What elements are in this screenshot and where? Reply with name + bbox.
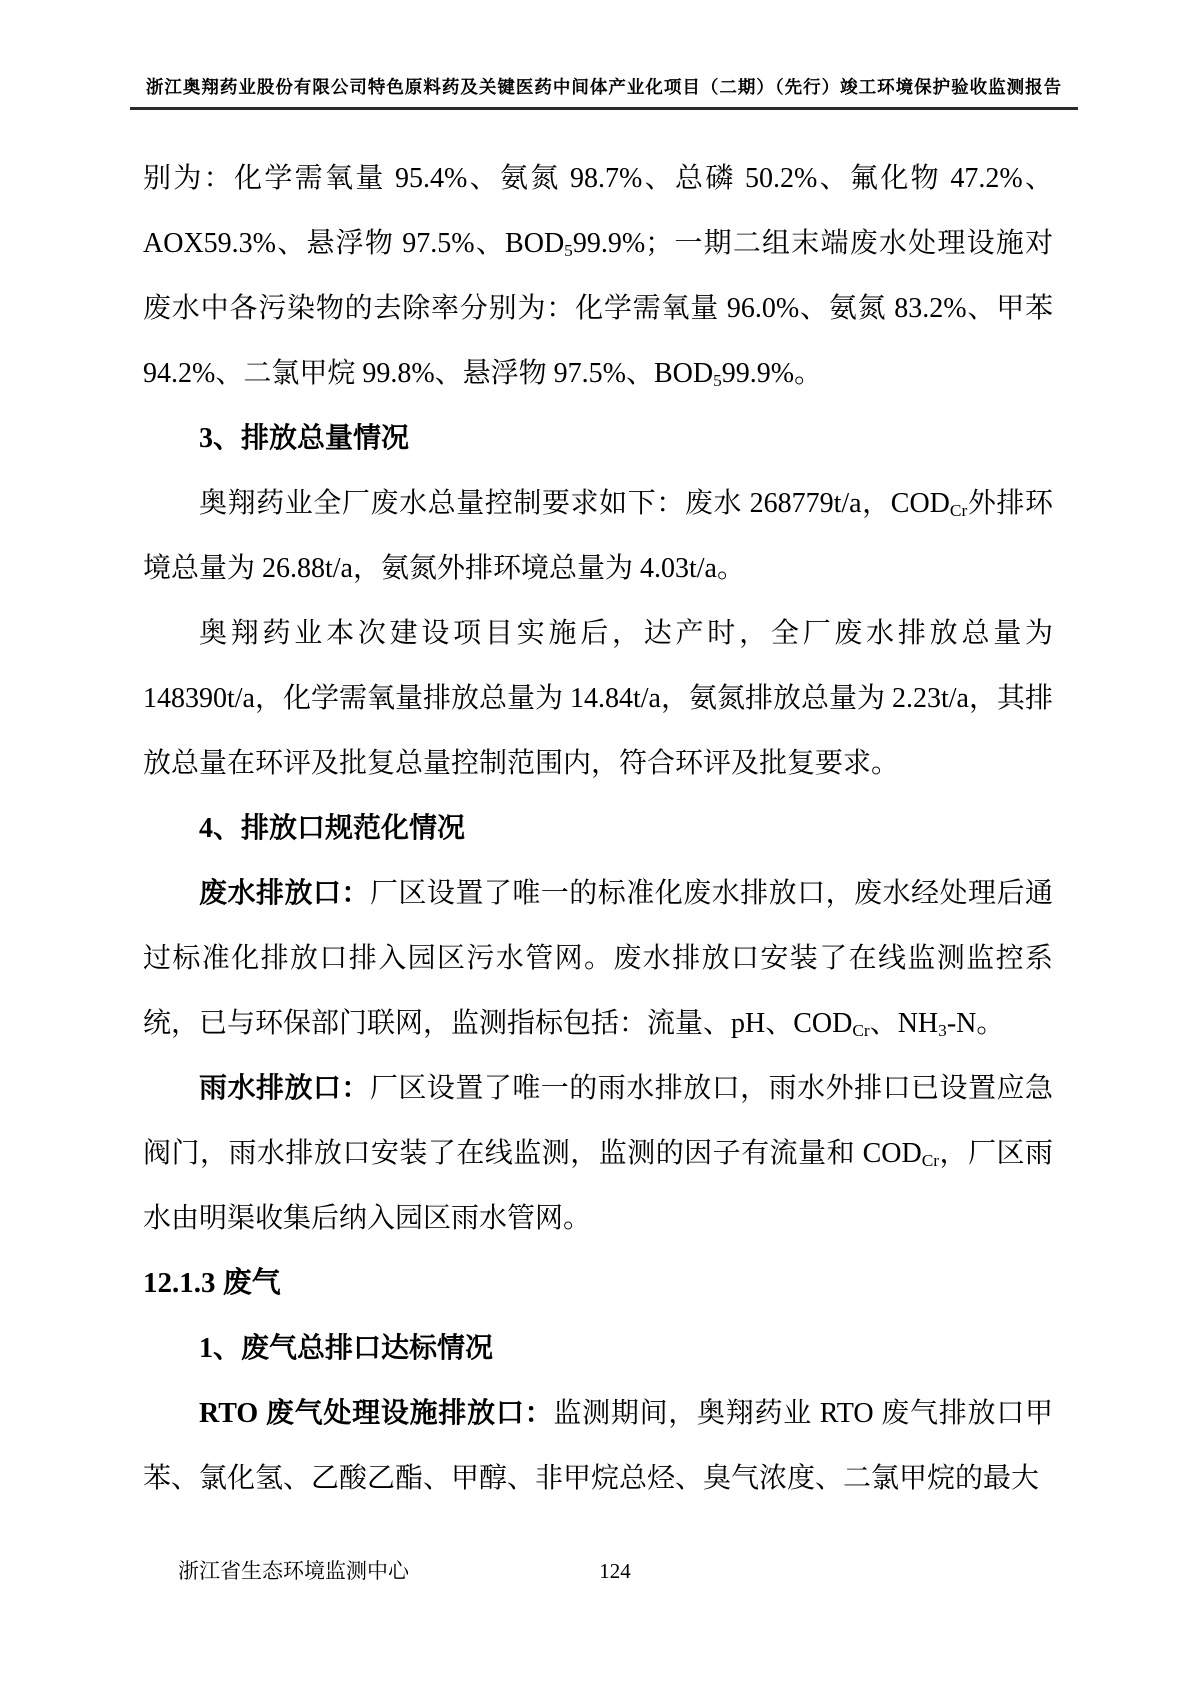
paragraph	[143, 1381, 1053, 1511]
section-heading	[143, 406, 1053, 471]
text-run: 别为：化学需氧量 95.4%、氨氮 98.7%、总磷 50.2%、氟化物 47.2%、AOX59.3%、悬浮物 97.5%、BOD	[143, 163, 1053, 259]
text-run: RTO 废气处理设施排放口：	[199, 1398, 554, 1429]
text-run: 厂区设置了唯一的标准化废水排放口，废水经处理后通过标准化排放口排入园区污水管网。废水排放口安装了在线监测监控系统，已与环保部门联网，监测指标包括：流量、pH、COD	[143, 878, 1053, 1039]
text-run: 监测期间，奥翔药业 RTO 废气排放口甲苯、氯化氢、乙酸乙酯、甲醇、非甲烷总烃、臭气浓度、二氯甲烷的最大	[143, 1398, 1054, 1494]
section-heading	[143, 796, 1053, 861]
text-run: 雨水排放口：	[199, 1073, 370, 1104]
text-run: 12.1.3 废气	[143, 1267, 281, 1299]
section-heading	[143, 1251, 1053, 1316]
subscript-text: Cr	[852, 1020, 870, 1040]
subscript-text: Cr	[949, 500, 968, 520]
subscript-text: Cr	[921, 1150, 940, 1170]
text-run: 奥翔药业全厂废水总量控制要求如下：废水 268779t/a，COD	[199, 488, 950, 519]
text-run: 3、排放总量情况	[199, 423, 410, 454]
text-run: 奥翔药业本次建设项目实施后，达产时，全厂废水排放总量为 148390t/a，化学需氧量排放总量为 14.84t/a，氨氮排放总量为 2.23t/a，其排放总量在环评及批复总量控制范围内，符合环评及批复要求。	[143, 618, 1053, 779]
paragraph	[143, 146, 1053, 406]
text-run: 废水排放口：	[199, 878, 370, 909]
page-header	[130, 0, 1078, 110]
text-run: 厂区设置了唯一的雨水排放口，雨水外排口已设置应急阀门，雨水排放口安装了在线监测，监测的因子有流量和 COD	[143, 1073, 1053, 1169]
text-run: 1、废气总排口达标情况	[199, 1333, 494, 1364]
text-run: 99.9%。	[721, 358, 823, 389]
page-footer	[0, 1557, 1190, 1589]
subscript-text: 5	[713, 370, 722, 390]
text-run: 4、排放口规范化情况	[199, 813, 466, 844]
paragraph	[143, 861, 1053, 1056]
section-heading	[143, 1316, 1053, 1381]
header-title: 浙江奥翔药业股份有限公司特色原料药及关键医药中间体产业化项目（二期）（先行）竣工环境保护验收监测报告	[145, 77, 1063, 97]
document-body	[143, 146, 1053, 1511]
page-number: 124	[599, 1559, 631, 1583]
text-run: ，厂区雨水由明渠收集后纳入园区雨水管网。	[143, 1138, 1053, 1234]
paragraph	[143, 1056, 1053, 1251]
text-run: 外排环境总量为 26.88t/a，氨氮外排环境总量为 4.03t/a。	[143, 488, 1053, 584]
subscript-text: 3	[938, 1020, 947, 1040]
text-run: 99.9%；一期二组末端废水处理设施对废水中各污染物的去除率分别为：化学需氧量 96.0%、氨氮 83.2%、甲苯 94.2%、二氯甲烷 99.8%、悬浮物 97.5%、BOD	[143, 228, 1054, 389]
footer-organization: 浙江省生态环境监测中心	[178, 1559, 409, 1583]
text-run: 、NH	[869, 1008, 939, 1039]
paragraph	[143, 471, 1053, 601]
paragraph	[143, 601, 1053, 796]
subscript-text: 5	[564, 240, 573, 260]
text-run: -N。	[946, 1008, 1005, 1039]
